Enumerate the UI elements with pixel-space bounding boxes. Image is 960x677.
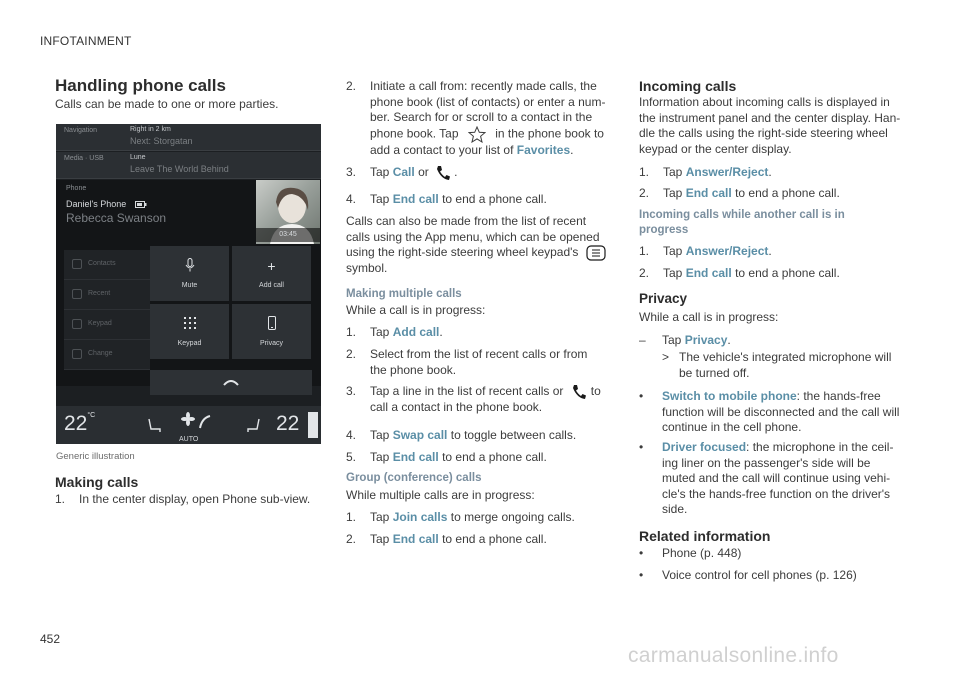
nav-tile — [56, 124, 321, 151]
star-icon — [468, 126, 486, 143]
incoming-paragraph: Information about incoming calls is displayed in the instrument panel and the center display. Han- dle the calls using the right-side steering wheel keypad or the center display. — [639, 95, 901, 156]
change-icon — [72, 349, 82, 359]
multi-step-2: 2. Select from the list of recent calls or from the phone book. — [346, 347, 588, 377]
hang-up-icon — [223, 379, 239, 387]
mute-button[interactable]: Mute — [150, 246, 229, 301]
side-item-recent[interactable]: Recent — [64, 280, 150, 310]
switch-mobile-bullet: • Switch to mobile phone: the hands-free function will be disconnected and the call will continue in the cell phone. — [639, 389, 900, 434]
side-item-keypad[interactable]: Keypad — [64, 310, 150, 340]
battery-icon — [135, 201, 147, 208]
seat-heat-right-icon[interactable] — [246, 418, 262, 434]
side-item-contacts[interactable]: Contacts — [64, 250, 150, 280]
media-label: Media · USB — [64, 155, 104, 162]
figure-caption: Generic illustration — [56, 451, 135, 462]
nav-label: Navigation — [64, 127, 98, 134]
phone-device: Daniel's Phone — [66, 199, 147, 209]
privacy-dash-step: – Tap Privacy. — [639, 333, 731, 347]
temp-left[interactable]: $22^{^\circ C}$ — [64, 412, 96, 435]
side-item-change[interactable]: Change — [64, 340, 150, 370]
step-3: 3. Tap Call or . — [346, 165, 458, 180]
add-call-button[interactable]: + Add call — [232, 246, 311, 301]
privacy-intro: While a call is in progress: — [639, 310, 779, 324]
microphone-icon — [150, 258, 229, 275]
phone-handset-icon — [436, 165, 450, 181]
app-menu-icon — [586, 245, 606, 261]
multi-step-4: 4. Tap Swap call to toggle between calls. — [346, 428, 577, 442]
related-link-voice-control[interactable]: • Voice control for cell phones (p. 126) — [639, 568, 857, 582]
multi-step-1: 1. Tap Add call. — [346, 325, 443, 339]
nav-next: Next: Storgatan — [130, 136, 193, 146]
group-step-1: 1. Tap Join calls to merge ongoing calls. — [346, 510, 575, 524]
step-4: 4. Tap End call to end a phone call. — [346, 192, 547, 206]
media-tile — [56, 152, 321, 179]
mobile-phone-icon — [232, 316, 311, 333]
phone-panel — [56, 180, 321, 386]
seat-heat-left-icon[interactable] — [146, 418, 162, 434]
privacy-result: > The vehicle's integrated microphone will be turned off. — [662, 350, 892, 380]
incoming-step-2: 2. Tap End call to end a phone call. — [639, 186, 840, 200]
multi-step-5: 5. Tap End call to end a phone call. — [346, 450, 547, 464]
recent-icon — [72, 289, 82, 299]
climate-bar — [56, 406, 321, 444]
another-call-heading: Incoming calls while another call is in progress — [639, 209, 845, 236]
phone-side-list — [64, 250, 150, 370]
related-link-phone[interactable]: • Phone (p. 448) — [639, 546, 742, 560]
infotainment-illustration — [56, 124, 321, 444]
page-title: Handling phone calls — [55, 76, 226, 95]
related-info-heading: Related information — [639, 528, 771, 544]
keypad-grid-icon — [150, 316, 229, 333]
group-calls-heading: Group (conference) calls — [346, 472, 482, 484]
media-artist: Lune — [130, 154, 146, 161]
keypad-icon — [72, 319, 82, 329]
making-calls-step-1: 1. In the center display, open Phone sub-view. — [55, 492, 311, 506]
phone-label: Phone — [66, 185, 87, 192]
media-track: Leave The World Behind — [130, 164, 229, 174]
privacy-heading: Privacy — [639, 291, 688, 306]
multi-step-3: 3. Tap a line in the list of recent calls or to call a contact in the phone book. — [346, 384, 601, 414]
another-step-2: 2. Tap End call to end a phone call. — [639, 266, 840, 280]
watermark: carmanualsonline.info — [628, 644, 839, 667]
app-menu-paragraph: Calls can also be made from the list of recent calls using the App menu, which can be opened using the right-side steering wheel keypad's symbol. — [346, 214, 616, 277]
multi-intro: While a call is in progress: — [346, 303, 486, 317]
intro-text: Calls can be made to one or more parties. — [55, 97, 279, 111]
another-step-1: 1. Tap Answer/Reject. — [639, 244, 772, 258]
incoming-calls-heading: Incoming calls — [639, 78, 737, 94]
group-step-2: 2. Tap End call to end a phone call. — [346, 532, 547, 546]
driver-focused-bullet: • Driver focused: the microphone in the ceil- ing liner on the passenger's side will be muted and the call will continue using vehi- cle's the hands-free function on the driver's side. — [639, 440, 894, 516]
end-call-button[interactable] — [150, 370, 312, 395]
section-label: INFOTAINMENT — [40, 34, 132, 48]
auto-label[interactable]: AUTO — [179, 436, 199, 443]
making-calls-heading: Making calls — [55, 474, 139, 490]
phone-handset-icon — [572, 384, 586, 400]
temp-right[interactable]: 22 — [276, 412, 300, 435]
group-intro: While multiple calls are in progress: — [346, 488, 535, 502]
plus-icon: + — [267, 258, 276, 274]
making-multiple-calls-heading: Making multiple calls — [346, 288, 462, 300]
fan-icon[interactable] — [181, 412, 195, 426]
phone-contact: Rebecca Swanson — [66, 211, 167, 225]
temp-unit-tab — [308, 412, 318, 438]
contacts-icon — [72, 259, 82, 269]
privacy-button[interactable]: Privacy — [232, 304, 311, 359]
airflow-icon[interactable] — [198, 414, 212, 430]
page-number: 452 — [40, 632, 61, 646]
nav-instruction: Right in 2 km — [130, 126, 171, 133]
step-2: 2. Initiate a call from: recently made calls, the phone book (list of contacts) or enter a num- ber. Search for or scroll to a contact in the phone book. Tap in the phone book to add a contact to your list of Favorites. — [346, 79, 606, 157]
keypad-button[interactable]: Keypad — [150, 304, 229, 359]
call-timer: 03:45 — [256, 228, 320, 242]
incoming-step-1: 1. Tap Answer/Reject. — [639, 165, 772, 179]
call-controls — [150, 246, 312, 360]
